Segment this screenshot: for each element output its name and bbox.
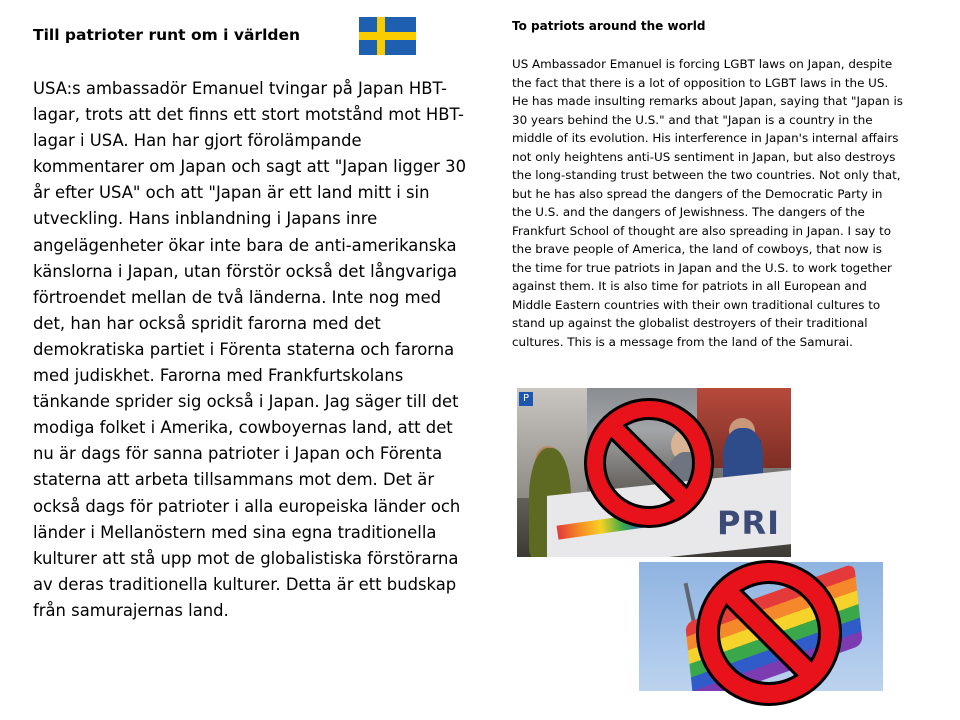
english-line: 30 years behind the U.S." and that "Japan is a country in the xyxy=(512,112,873,127)
sweden-flag-icon xyxy=(359,17,416,55)
swedish-line: nu är dags för sanna patrioter i Japan och Förenta xyxy=(33,444,443,464)
prohibition-icon xyxy=(694,558,844,708)
english-line: He has made insulting remarks about Japan, saying that "Japan is xyxy=(512,94,903,108)
english-line: Frankfurt School of thought are also spreading in Japan. I say to xyxy=(512,223,892,238)
english-line: stand up against the globalist destroyers of their traditional xyxy=(512,316,868,330)
swedish-body xyxy=(33,76,489,624)
english-line: Middle Eastern countries with their own traditional cultures to xyxy=(512,297,881,312)
swedish-line: länder i Mellanöstern med sina egna traditionella xyxy=(33,522,437,542)
swedish-line: angelägenheter ökar inte bara de anti-amerikanska xyxy=(33,235,457,255)
english-line: not only heightens anti-US sentiment in Japan, but also destroys xyxy=(512,149,896,164)
english-line: cultures. This is a message from the land of the Samurai. xyxy=(512,334,853,349)
swedish-line: lagar i USA. Han har gjort förolämpande xyxy=(33,131,362,151)
english-body xyxy=(512,55,952,351)
english-line: US Ambassador Emanuel is forcing LGBT laws on Japan, despite xyxy=(512,57,893,71)
swedish-line: år efter USA" och att "Japan är ett land mitt i sin xyxy=(33,183,430,203)
english-line: the fact that there is a lot of opposition to LGBT laws in the US. xyxy=(512,75,889,90)
english-title: To patriots around the world xyxy=(512,19,706,33)
swedish-line: också dags för patrioter i alla europeiska länder och xyxy=(33,496,461,516)
swedish-line: förtroendet mellan de två länderna. Inte nog med xyxy=(33,287,442,307)
swedish-title: Till patrioter runt om i världen xyxy=(33,26,301,44)
swedish-line: det, han har också spridit farorna med det xyxy=(33,313,381,333)
swedish-line: från samurajernas land. xyxy=(33,600,229,620)
parking-sign: P xyxy=(519,392,533,406)
english-line: middle of its evolution. His interference in Japan's internal affairs xyxy=(512,131,899,145)
swedish-line: staterna att arbeta tillsammans mot dem. Det är xyxy=(33,470,435,490)
english-line: against them. It is also time for patriots in all European and xyxy=(512,279,867,293)
banner-text: PRI xyxy=(717,504,780,542)
english-line: but he has also spread the dangers of the Democratic Party in xyxy=(512,186,883,201)
swedish-line: demokratiska partiet i Förenta staterna och farorna xyxy=(33,339,455,359)
swedish-line: tänkande sprider sig också i Japan. Jag säger till det xyxy=(33,392,459,412)
swedish-line: av deras traditionella kulturer. Detta är ett budskap xyxy=(33,574,457,594)
swedish-line: med judiskhet. Farorna med Frankfurtskolans xyxy=(33,366,404,386)
english-line: the long-standing trust between the two countries. Not only that, xyxy=(512,168,901,182)
swedish-line: modiga folket i Amerika, cowboyernas land, att det xyxy=(33,418,453,438)
english-line: the brave people of America, the land of cowboys, that now is xyxy=(512,242,882,256)
swedish-line: USA:s ambassadör Emanuel tvingar på Japan HBT- xyxy=(33,79,447,98)
swedish-line: lagar, trots att det finns ett stort motstånd mot HBT- xyxy=(33,105,464,125)
swedish-line: kulturer att stå upp mot de globalistiska förstörarna xyxy=(33,548,459,568)
swedish-line: kommentarer om Japan och sagt att "Japan ligger 30 xyxy=(33,157,466,177)
english-line: the time for true patriots in Japan and the U.S. to work together xyxy=(512,260,892,275)
prohibition-icon xyxy=(584,398,714,528)
english-line: the U.S. and the dangers of Jewishness. The dangers of the xyxy=(512,205,865,219)
swedish-line: känslorna i Japan, utan förstör också det långvariga xyxy=(33,261,458,281)
swedish-line: utveckling. Hans inblandning i Japans inre xyxy=(33,209,378,229)
